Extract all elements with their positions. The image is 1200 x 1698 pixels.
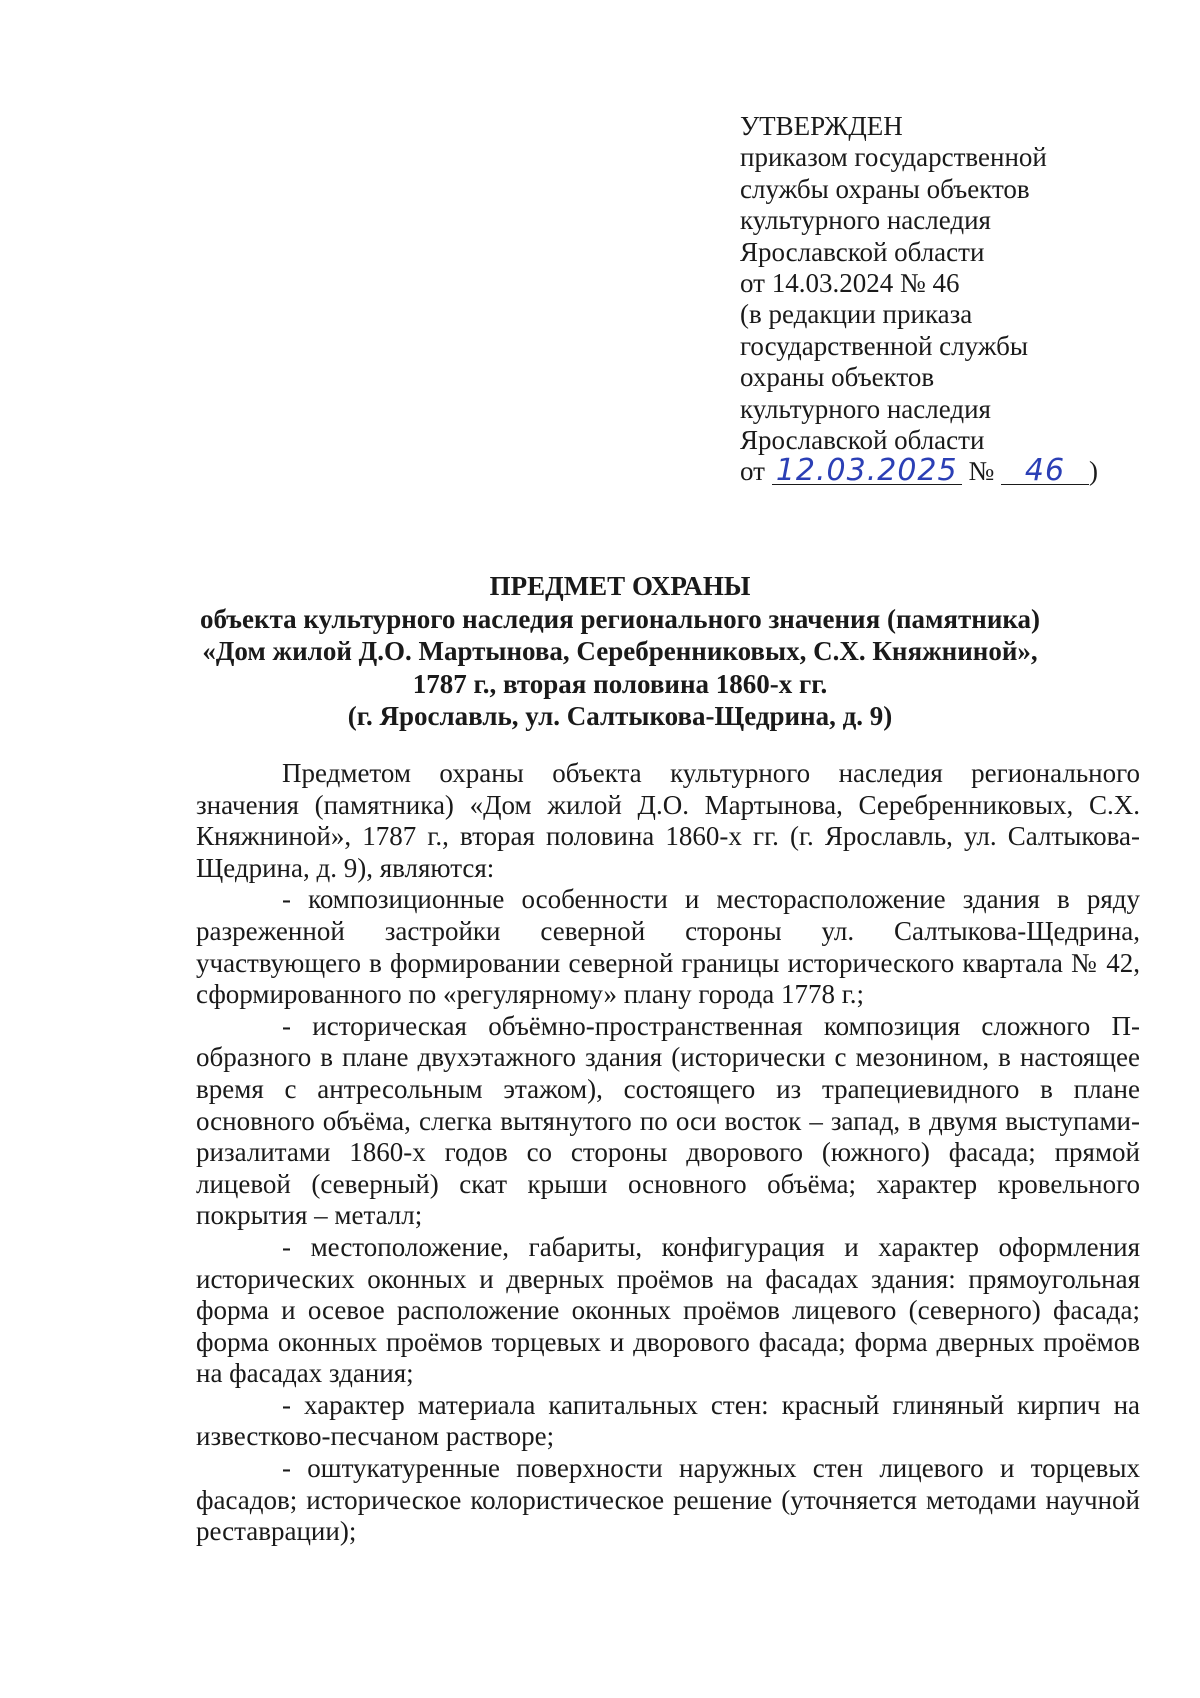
document-body (196, 758, 1140, 1548)
handwritten-number: 46 (1024, 453, 1066, 489)
intro-paragraph: Предметом охраны объекта культурного наследия регионального значения (памятника) «Дом жилой Д.О. Мартынова, Серебренниковых, С.Х. Княжниной», 1787 г., вторая половина 1860-х гг. (г. Ярославль, ул. Салтыкова-Щедрина, д. 9), являются: (196, 758, 1140, 883)
protection-item: - историческая объёмно-пространственная композиция сложного П-образного в плане двухэтажного здания (исторически с мезонином, в настоящее время с антресольным этажом), состоящего из трапециевидного в плане основного объёма, слегка вытянутого по оси восток – запад, в двумя выступами-ризалитами 1860-х годов со стороны дворового (южного) фасада; прямой лицевой (северный) скат крыши основного объёма; характер кровельного покрытия – металл; (196, 1010, 1140, 1231)
title-line: «Дом жилой Д.О. Мартынова, Серебренниковых, С.Х. Княжниной», (202, 636, 1038, 666)
approval-line: от 14.03.2024 № 46 (740, 268, 960, 299)
approval-block (740, 111, 1140, 488)
approval-line: Ярославской области (740, 425, 985, 456)
protection-item: - характер материала капитальных стен: красный глиняный кирпич на известково-песчаном растворе; (196, 1389, 1140, 1452)
approval-line: приказом государственной (740, 142, 1047, 173)
amendment-date-line (740, 453, 1140, 489)
number-label: № (968, 456, 995, 487)
title-line: 1787 г., вторая половина 1860-х гг. (412, 668, 828, 699)
protection-item: - местоположение, габариты, конфигурация и характер оформления исторических оконных и дверных проёмов на фасадах здания: прямоугольная форма и осевое расположение оконных проёмов лицевого (северного) фасада; форма оконных проёмов торцевых и дворового фасада; форма дверных проёмов на фасадах здания; (196, 1231, 1140, 1389)
closing-paren: ) (1088, 456, 1098, 487)
approval-line: культурного наследия (740, 393, 991, 424)
title-line: (г. Ярославль, ул. Салтыкова-Щедрина, д. 9) (347, 701, 893, 731)
approval-line: охраны объектов (740, 362, 935, 393)
approval-line: культурного наследия (740, 205, 991, 236)
protection-item: - композиционные особенности и месторасположение здания в ряду разреженной застройки северной стороны ул. Салтыкова-Щедрина, участвующего в формировании северной границы исторического квартала № 42, сформированного по «регулярному» плану города 1778 г.; (196, 884, 1140, 1010)
number-blank (1001, 453, 1089, 489)
title-heading: ПРЕДМЕТ ОХРАНЫ (489, 571, 751, 601)
approval-line: (в редакции приказа (740, 299, 973, 330)
approval-line: государственной службы (740, 330, 1028, 361)
approval-line: службы охраны объектов (740, 173, 1030, 204)
approval-line: УТВЕРЖДЕН (740, 111, 903, 141)
document-title (150, 570, 1090, 733)
from-label: от (740, 456, 765, 487)
approval-line: Ярославской области (740, 236, 985, 267)
handwritten-date: 12.03.2025 (775, 453, 958, 489)
title-line: объекта культурного наследия регионального значения (памятника) (199, 603, 1041, 634)
protection-item: - оштукатуренные поверхности наружных стен лицевого и торцевых фасадов; историческое колористическое решение (уточняется методами научной реставрации); (196, 1453, 1140, 1547)
date-blank (772, 453, 962, 489)
